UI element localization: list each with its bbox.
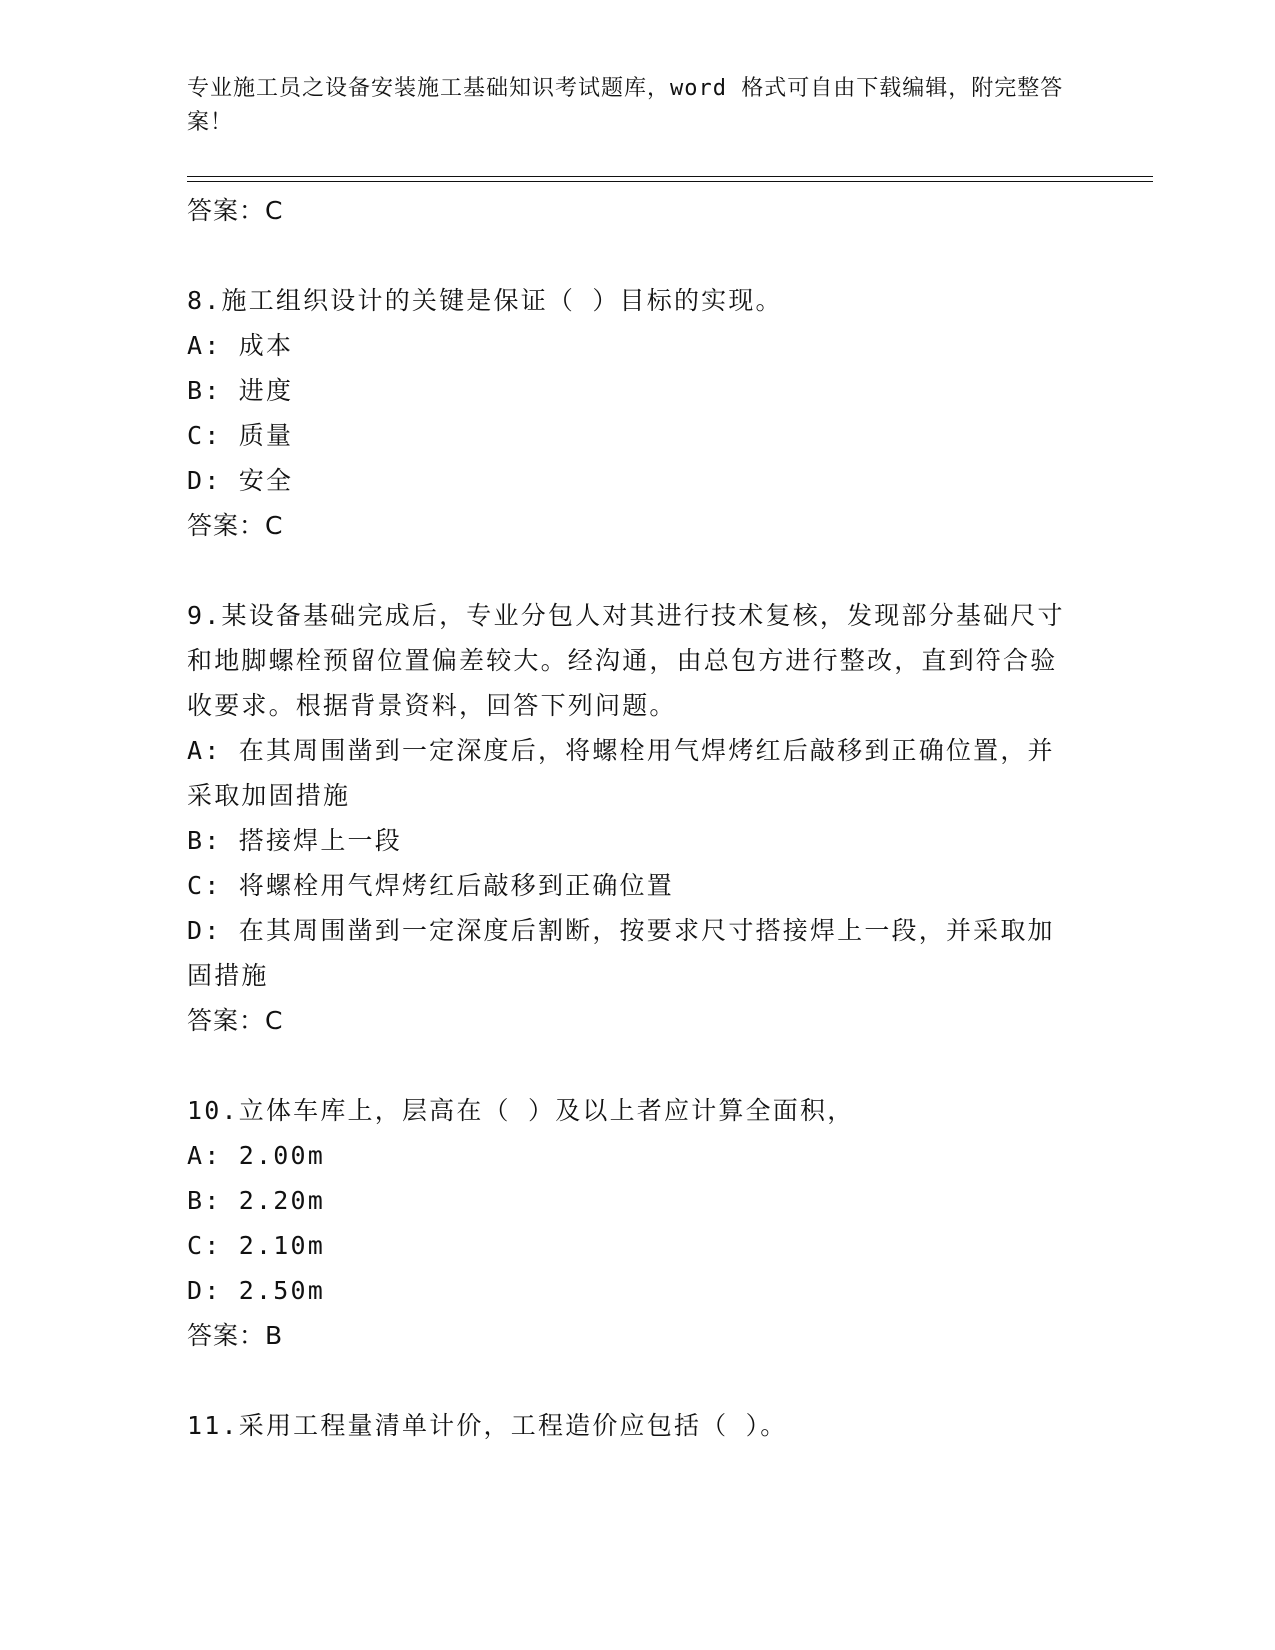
option-b: B: 搭接焊上一段 [187,826,402,855]
document-header: 专业施工员之设备安装施工基础知识考试题库，word 格式可自由下载编辑，附完整答案！ [187,76,1064,135]
spacer [187,548,1087,593]
question-answer: 答案：C [187,511,284,540]
option-d: D: 在其周围凿到一定深度后割断，按要求尺寸搭接焊上一段，并采取加固措施 [187,916,1055,990]
question-answer: 答案：B [187,1321,284,1350]
question-stem: 9.某设备基础完成后，专业分包人对其进行技术复核，发现部分基础尺寸和地脚螺栓预留位置偏差较大。经沟通，由总包方进行整改，直到符合验收要求。根据背景资料，回答下列问题。 [187,601,1065,720]
option-a: A: 在其周围凿到一定深度后，将螺栓用气焊烤红后敲移到正确位置，并采取加固措施 [187,736,1055,810]
option-b: B: 2.20m [187,1186,326,1215]
question-11 [187,1403,1087,1448]
spacer [187,233,1087,278]
question-stem: 8.施工组织设计的关键是保证（ ）目标的实现。 [187,286,783,315]
previous-answer: 答案：C [187,196,284,225]
option-a: A: 2.00m [187,1141,326,1170]
question-10 [187,1088,1087,1358]
option-d: D: 2.50m [187,1276,326,1305]
spacer [187,1358,1087,1403]
question-answer: 答案：C [187,1006,284,1035]
question-stem: 11.采用工程量清单计价，工程造价应包括（ ）。 [187,1411,788,1440]
option-b: B: 进度 [187,376,294,405]
question-list [187,188,1087,1448]
option-c: C: 将螺栓用气焊烤红后敲移到正确位置 [187,871,674,900]
option-c: C: 质量 [187,421,294,450]
header-divider-top [187,176,1153,177]
option-d: D: 安全 [187,466,294,495]
question-9 [187,593,1087,1043]
question-8 [187,278,1087,548]
option-a: A: 成本 [187,331,294,360]
spacer [187,1043,1087,1088]
option-c: C: 2.10m [187,1231,326,1260]
header-divider-bottom [187,181,1153,182]
question-stem: 10.立体车库上，层高在（ ）及以上者应计算全面积， [187,1096,855,1125]
